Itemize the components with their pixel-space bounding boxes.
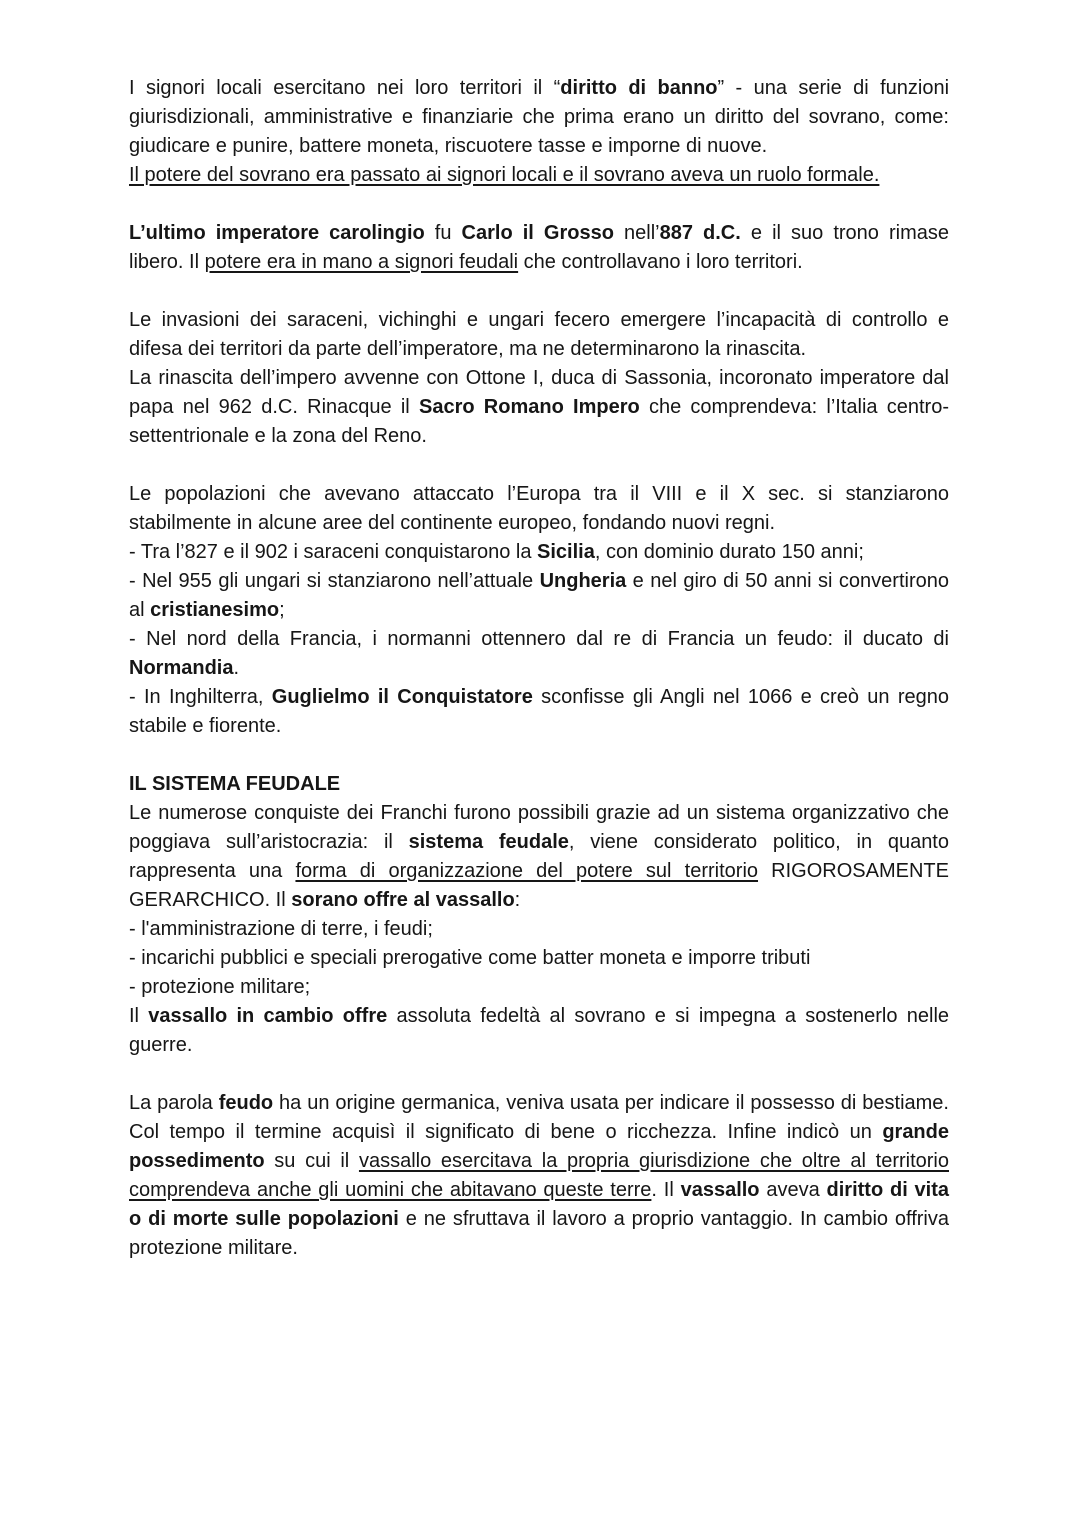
text-run: Guglielmo il Conquistatore	[271, 686, 533, 708]
text-run: ha un origine germanica, veniva usata per indicare il possesso di bestiame. Col tempo il termine acquisì il significato di bene o ricchezza. Infine indicò un	[129, 1092, 949, 1143]
list-item-protezione	[129, 973, 949, 1002]
text-run: cristianesimo	[150, 599, 280, 621]
text-run: - protezione militare;	[129, 976, 311, 998]
list-item-normanni	[129, 625, 949, 683]
paragraph-spacer	[129, 1060, 949, 1089]
paragraph-spacer	[129, 741, 949, 770]
text-run: vassallo esercitava la propria giurisdizione che oltre al territorio comprendeva anche gli uomini che abitavano queste terre	[129, 1150, 949, 1201]
text-run: RIGOROSAMENTE GERARCHICO. Il	[129, 860, 949, 911]
text-run: diritto di vita o di morte sulle popolazioni	[129, 1179, 950, 1230]
text-run: Le popolazioni che avevano attaccato l’Europa tra il VIII e il X sec. si stanziarono stabilmente in alcune aree del continente europeo, fondando nuovi regni.	[129, 483, 949, 534]
document-body	[129, 74, 949, 1263]
text-run: Sacro Romano Impero	[418, 396, 640, 418]
paragraph-spacer	[129, 451, 949, 480]
text-run: sistema feudale	[408, 831, 569, 853]
text-run: grande possedimento	[129, 1121, 949, 1172]
text-run: , viene considerato politico, in quanto rappresenta una	[129, 831, 949, 882]
text-run: e il suo trono rimase libero. Il	[129, 222, 949, 273]
text-run: Il potere del sovrano era passato ai signori locali e il sovrano aveva un ruolo formale.	[129, 164, 880, 186]
text-run: , con dominio durato 150 anni;	[594, 541, 864, 563]
paragraph-conquiste-franchi	[129, 799, 949, 915]
text-run: nell’	[613, 222, 660, 244]
paragraph-spacer	[129, 277, 949, 306]
text-run: assoluta fedeltà al sovrano e si impegna a sostenerlo nelle guerre.	[129, 1005, 950, 1056]
text-run: sorano offre al vassallo	[291, 889, 515, 911]
text-run: 887 d.C.	[659, 222, 741, 244]
text-run: feudo	[218, 1092, 274, 1114]
text-run: .	[233, 657, 240, 679]
text-run: forma di organizzazione del potere sul territorio	[295, 860, 759, 882]
text-run: L’ultimo imperatore carolingio	[129, 222, 425, 244]
text-run: IL SISTEMA FEUDALE	[129, 773, 341, 795]
text-run: e ne sfruttava il lavoro a proprio vantaggio. In cambio offriva protezione militare.	[129, 1208, 950, 1259]
text-run: che comprendeva: l’Italia centro-settentrionale e la zona del Reno.	[129, 396, 949, 447]
heading-sistema-feudale	[129, 770, 949, 799]
text-run: sconfisse gli Angli nel 1066 e creò un regno stabile e fiorente.	[129, 686, 949, 737]
paragraph-vassallo-offre	[129, 1002, 949, 1060]
text-run: . Il	[651, 1179, 681, 1201]
text-run: Normandia	[129, 657, 234, 679]
text-run: - Tra l’827 e il 902 i saraceni conquistarono la	[129, 541, 538, 563]
text-run: e nel giro di 50 anni si convertirono al	[129, 570, 949, 621]
text-run: - Nel 955 gli ungari si stanziarono nell’attuale	[129, 570, 540, 592]
text-run: Il	[129, 1005, 149, 1027]
text-run: ” - una serie di funzioni giurisdizionali, amministrative e finanziarie che prima erano un diritto del sovrano, come: giudicare e punire, battere moneta, riscuotere tasse e imporne di nuove.	[129, 77, 950, 157]
text-run: Ungheria	[539, 570, 627, 592]
text-run: Sicilia	[537, 541, 595, 563]
list-item-incarichi	[129, 944, 949, 973]
text-run: - incarichi pubblici e speciali prerogative come batter moneta e imporre tributi	[129, 947, 811, 969]
text-run: diritto di banno	[560, 77, 718, 99]
text-run: :	[514, 889, 521, 911]
paragraph-spacer	[129, 190, 949, 219]
list-item-amministrazione	[129, 915, 949, 944]
paragraph-carlo-il-grosso	[129, 219, 949, 277]
text-run: I signori locali esercitano nei loro territori il “	[129, 77, 561, 99]
text-run: Carlo il Grosso	[461, 222, 614, 244]
paragraph-parola-feudo	[129, 1089, 949, 1263]
text-run: ;	[279, 599, 285, 621]
text-run: - Nel nord della Francia, i normanni ottennero dal re di Francia un feudo: il ducato di	[129, 628, 949, 650]
text-run: - In Inghilterra,	[129, 686, 272, 708]
text-run: fu	[424, 222, 462, 244]
text-run: Le invasioni dei saraceni, vichinghi e ungari fecero emergere l’incapacità di controllo e difesa dei territori da parte dell’imperatore, ma ne determinarono la rinascita.	[129, 309, 949, 360]
paragraph-popolazioni	[129, 480, 949, 538]
list-item-inghilterra	[129, 683, 949, 741]
text-run: vassallo in cambio offre	[148, 1005, 388, 1027]
list-item-saraceni	[129, 538, 949, 567]
paragraph-invasioni	[129, 306, 949, 364]
paragraph-diritto-di-banno	[129, 74, 949, 161]
text-run: che controllavano i loro territori.	[518, 251, 803, 273]
text-run: La parola	[129, 1092, 219, 1114]
list-item-ungari	[129, 567, 949, 625]
text-run: Le numerose conquiste dei Franchi furono possibili grazie ad un sistema organizzativo che poggiava sull’aristocrazia: il	[129, 802, 949, 853]
paragraph-potere-sovrano	[129, 161, 949, 190]
text-run: - l'amministrazione di terre, i feudi;	[129, 918, 433, 940]
text-run: aveva	[759, 1179, 827, 1201]
paragraph-rinascita-impero	[129, 364, 949, 451]
text-run: su cui il	[264, 1150, 359, 1172]
text-run: La rinascita dell’impero avvenne con Ottone I, duca di Sassonia, incoronato imperatore dal papa nel 962 d.C. Rinacque il	[129, 367, 949, 418]
text-run: potere era in mano a signori feudali	[204, 251, 519, 273]
text-run: vassallo	[680, 1179, 760, 1201]
